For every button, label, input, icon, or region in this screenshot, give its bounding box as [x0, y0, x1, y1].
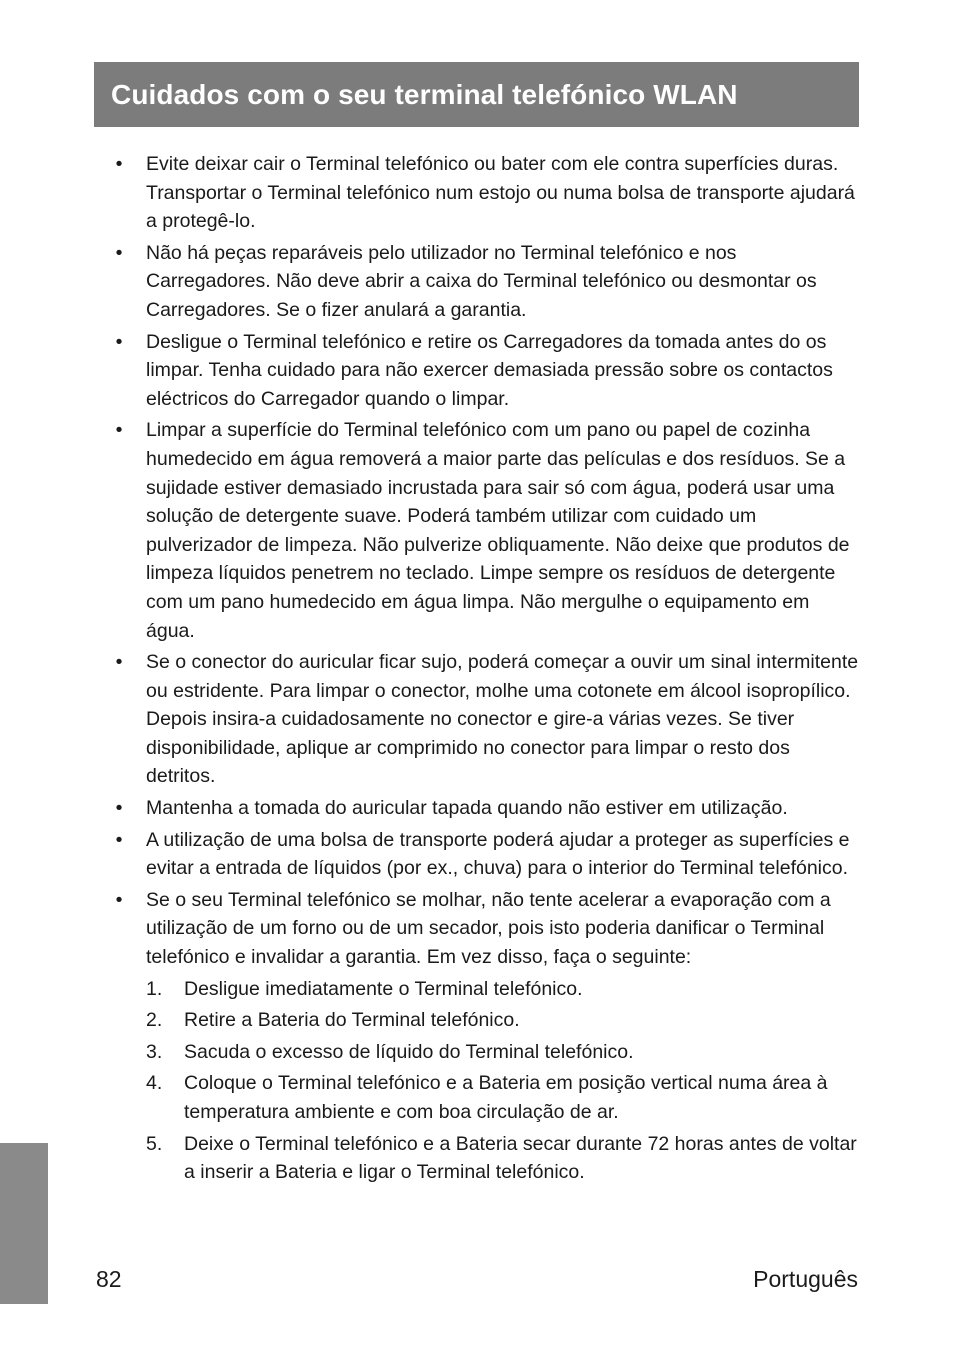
page-number: 82	[96, 1266, 122, 1292]
step-text: Sacuda o excesso de líquido do Terminal telefónico.	[184, 1040, 634, 1063]
section-title-bar	[94, 62, 859, 127]
step-number: 5.	[146, 1132, 163, 1155]
care-instructions	[112, 150, 860, 1190]
list-item-text: Evite deixar cair o Terminal telefónico ou bater com ele contra superfícies duras. Transportar o Terminal telefónico num estojo ou numa bolsa de transporte ajudará a protegê-lo.	[146, 153, 855, 233]
step-number: 1.	[146, 977, 163, 1000]
page-title: Cuidados com o seu terminal telefónico WLAN	[111, 78, 738, 110]
list-item	[112, 794, 860, 823]
list-item	[112, 648, 860, 791]
list-item	[112, 328, 860, 414]
list-item-text: A utilização de uma bolsa de transporte poderá ajudar a proteger as superfícies e evitar a entrada de líquidos (por ex., chuva) para o interior do Terminal telefónico.	[146, 828, 850, 880]
bullet-icon: •	[115, 330, 123, 353]
step-text: Retire a Bateria do Terminal telefónico.	[184, 1009, 520, 1032]
step-text: Coloque o Terminal telefónico e a Bateria em posição vertical numa área à temperatura ambiente e com boa circulação de ar.	[184, 1072, 828, 1123]
step-item	[146, 975, 860, 1004]
step-item	[146, 1069, 860, 1126]
bullet-icon: •	[115, 797, 123, 820]
list-item	[112, 826, 860, 883]
list-item-text: Não há peças reparáveis pelo utilizador no Terminal telefónico e nos Carregadores. Não deve abrir a caixa do Terminal telefónico ou desmontar os Carregadores. Se o fizer anulará a garantia.	[146, 241, 817, 321]
bullet-icon: •	[115, 153, 123, 175]
language-label: Português	[753, 1266, 858, 1292]
step-item	[146, 1130, 860, 1187]
step-item	[146, 1038, 860, 1067]
bullet-icon: •	[115, 828, 123, 851]
step-text: Deixe o Terminal telefónico e a Bateria secar durante 72 horas antes de voltar a inserir a Bateria e ligar o Terminal telefónico.	[184, 1132, 857, 1184]
bullet-list	[112, 150, 860, 1187]
step-item	[146, 1006, 860, 1035]
list-item	[112, 239, 860, 325]
list-item-text: Se o conector do auricular ficar sujo, poderá começar a ouvir um sinal intermitente ou estridente. Para limpar o conector, molhe uma cotonete em álcool isopropílico. Depois insira-a cuidadosamente no conector e gire-a várias vezes. Se tiver disponibilidade, aplique ar comprimido no conector para limpar o resto dos detritos.	[146, 651, 859, 788]
list-item-text: Mantenha a tomada do auricular tapada quando não estiver em utilização.	[146, 797, 788, 820]
list-item	[112, 886, 860, 1187]
list-item	[112, 416, 860, 645]
section-side-tab	[0, 1143, 48, 1304]
step-number: 2.	[146, 1009, 163, 1032]
bullet-icon: •	[115, 888, 123, 911]
list-item-text: Se o seu Terminal telefónico se molhar, não tente acelerar a evaporação com a utilização de um forno ou de um secador, pois isto poderia danificar o Terminal telefónico e invalidar a garantia. Em vez disso, faça o seguinte:	[146, 888, 831, 969]
list-item-text: Desligue o Terminal telefónico e retire os Carregadores da tomada antes do os limpar. Tenha cuidado para não exercer demasiada pressão sobre os contactos eléctricos do Carregador quando o limpar.	[146, 330, 833, 410]
numbered-steps	[146, 975, 860, 1187]
list-item	[112, 150, 860, 236]
bullet-icon: •	[115, 241, 123, 264]
list-item-text: Limpar a superfície do Terminal telefónico com um pano ou papel de cozinha humedecido em água removerá a maior parte das películas e dos resíduos. Se a sujidade estiver demasiado incrustada para sair só com água, poderá usar uma solução de detergente suave. Poderá também utilizar com cuidado um pulverizador de limpeza. Não pulverize obliquamente. Não deixe que produtos de limpeza líquidos penetrem no teclado. Limpe sempre os resíduos de detergente com um pano humedecido em água limpa. Não mergulhe o equipamento em água.	[146, 419, 850, 642]
step-number: 3.	[146, 1040, 163, 1063]
bullet-icon: •	[115, 419, 123, 442]
step-text: Desligue imediatamente o Terminal telefónico.	[184, 977, 583, 1000]
step-number: 4.	[146, 1072, 163, 1095]
bullet-icon: •	[115, 651, 123, 674]
